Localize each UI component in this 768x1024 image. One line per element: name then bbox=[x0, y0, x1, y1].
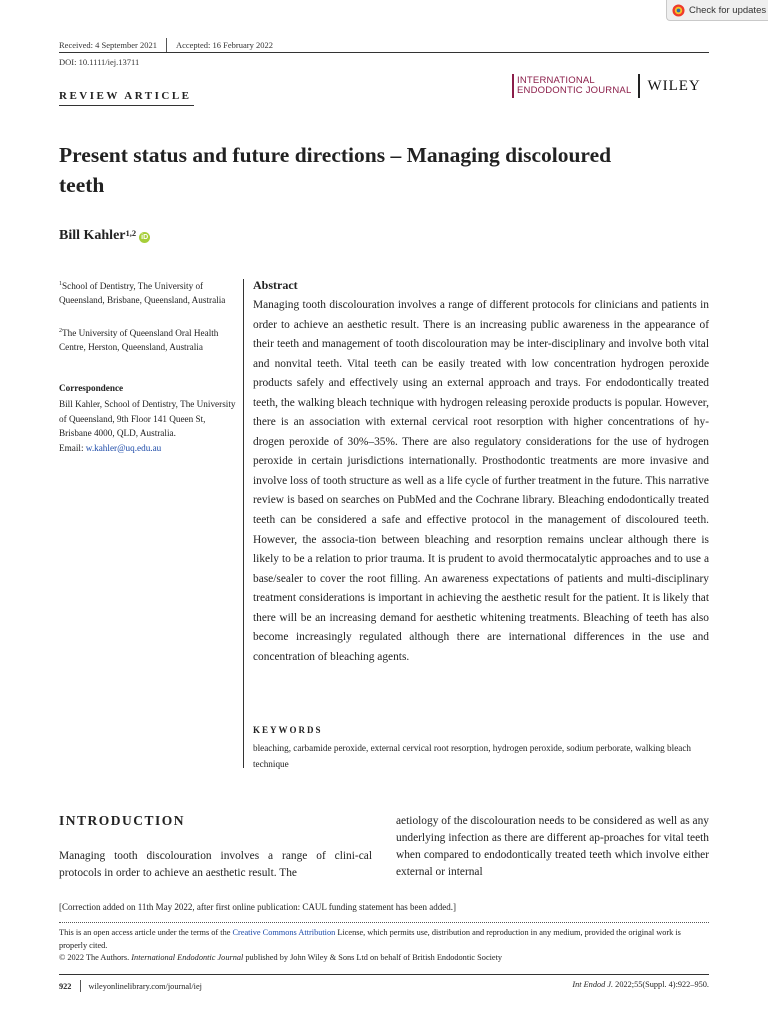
abstract-rule bbox=[243, 279, 244, 768]
received-date: Received: 4 September 2021 bbox=[59, 40, 157, 50]
doi[interactable]: DOI: 10.1111/iej.13711 bbox=[59, 57, 140, 67]
correction-note: [Correction added on 11th May 2022, after first online publication: CAUL funding statement has been added.] bbox=[59, 902, 456, 912]
copyright-journal: International Endodontic Journal bbox=[131, 953, 244, 962]
email-label: Email: bbox=[59, 442, 86, 453]
article-type: REVIEW ARTICLE bbox=[59, 90, 192, 102]
affiliation-number: 2 bbox=[59, 328, 62, 334]
journal-logo-bar bbox=[512, 74, 514, 98]
oa-prefix: This is an open access article under the terms of the bbox=[59, 928, 233, 937]
logo-divider bbox=[638, 74, 640, 98]
email-link[interactable]: w.kahler@uq.edu.au bbox=[85, 442, 162, 453]
abstract-text: Managing tooth discolouration involves a range of different protocols for clinicians and patients in order to achieve an aesthetic result. There is an increasing public awareness in the appearance of their teeth and management of tooth discolouration may be inter-disciplinary and involve both vital and nonvital teeth. Vital teeth can be easily treated with low concentration hydrogen peroxide products safely and effectively using an external approach and trays. For endodontically treated teeth, the walking bleach technique with hydrogen releasing peroxide products is popular. However, there is an association with external cervical root resorption with higher concentrations of hy-drogen peroxide of 30%–35%. There are also regulatory considerations for the use of hydrogen peroxide in certain jurisdictions internationally. Prosthodontic treatments are more invasive and involve loss of tooth structure as well as a life cycle of further treatment in the future. This narrative review is based on searches on PubMed and the Cochrane library. Bleaching endodontically treated teeth can be considered a safe and effective protocol in the management of discoloured teeth. However, the associa-tion between bleaching and resorption remains unclear although there is likely to be a relation to prior trauma. It is prudent to avoid thermocatalytic approaches and to use a base/sealer to cover the root filling. An awareness expectations of patients and multi-disciplinary treatment considerations is important in achieving the aesthetic result for the patient. It is likely that there will be an increasing demand for aesthetic whitening treatments. Bleaching of teeth has also become increasingly regulated although there are international differences in the use and concentration of bleaching agents. bbox=[253, 299, 709, 663]
journal-name bbox=[517, 76, 631, 97]
citation bbox=[572, 980, 709, 989]
orcid-icon[interactable]: iD bbox=[141, 233, 149, 241]
date-separator bbox=[166, 38, 167, 53]
journal-name-line1: INTERNATIONAL bbox=[517, 74, 595, 86]
introduction-column-2: aetiology of the discolouration needs to be considered as well as any underlying infection as there are different ap-proaches for vital teeth when compared to endodontically treated teeth which involve either external or internal bbox=[396, 815, 709, 878]
crossmark-icon bbox=[672, 4, 685, 17]
copyright-suffix: published by John Wiley & Sons Ltd on behalf of British Endodontic Society bbox=[243, 953, 503, 962]
copyright-note bbox=[59, 953, 709, 962]
keywords-text: bleaching, carbamide peroxide, external cervical root resorption, hydrogen peroxide, sodium perborate, walking bleach technique bbox=[253, 743, 692, 769]
header-rule bbox=[59, 52, 709, 53]
keywords-heading: KEYWORDS bbox=[253, 725, 323, 735]
article-type-underline bbox=[59, 105, 194, 106]
oa-suffix: License, which permits use, distribution and reproduction in any medium, provided the original work is properly cited. bbox=[59, 928, 681, 950]
affiliation-number: 1 bbox=[59, 281, 62, 287]
page-number: 922 bbox=[59, 981, 72, 991]
journal-logo[interactable] bbox=[512, 74, 701, 98]
publisher-logo: WILEY bbox=[647, 77, 701, 94]
introduction-heading: INTRODUCTION bbox=[59, 813, 186, 828]
affiliation-2 bbox=[59, 324, 234, 354]
check-for-updates-label: Check for updates bbox=[689, 4, 767, 16]
correspondence-address: Bill Kahler, School of Dentistry, The University of Queensland, 9th Floor 141 Queen St, Brisbane 4000, QLD, Australia. bbox=[59, 399, 236, 438]
copyright-prefix: © 2022 The Authors. bbox=[59, 953, 132, 962]
accepted-date: Accepted: 16 February 2022 bbox=[175, 40, 273, 50]
journal-website-link[interactable]: wileyonlinelibrary.com/journal/iej bbox=[88, 981, 202, 991]
affiliation-text: School of Dentistry, The University of Queensland, Brisbane, Queensland, Australia bbox=[59, 281, 226, 306]
introduction-column-1: Managing tooth discolouration involves a range of clini-cal protocols in order to achieve an aesthetic result. The bbox=[59, 850, 372, 879]
footer-left bbox=[59, 980, 202, 992]
journal-name-line2: ENDODONTIC JOURNAL bbox=[517, 85, 632, 96]
open-access-note bbox=[59, 927, 709, 952]
citation-details: 2022;55(Suppl. 4):922–950. bbox=[613, 980, 709, 989]
article-dates bbox=[59, 38, 709, 52]
footer-rule bbox=[59, 974, 709, 975]
author-affiliation-sup: 1,2 bbox=[125, 228, 137, 238]
affiliation-1 bbox=[59, 277, 234, 307]
footer-separator bbox=[80, 980, 81, 992]
article-title: Present status and future directions – Managing discoloured teeth bbox=[59, 143, 612, 197]
correspondence-body bbox=[59, 397, 239, 455]
correspondence-heading: Correspondence bbox=[59, 383, 124, 393]
author-name[interactable]: Bill Kahler bbox=[59, 228, 126, 243]
abstract-heading: Abstract bbox=[253, 278, 298, 292]
affiliation-text: The University of Queensland Oral Health Centre, Herston, Queensland, Australia bbox=[59, 328, 219, 353]
check-for-updates-button[interactable] bbox=[666, 0, 768, 21]
citation-journal: Int Endod J. bbox=[572, 980, 614, 989]
author bbox=[59, 228, 150, 244]
license-link[interactable]: Creative Commons Attribution bbox=[232, 928, 336, 937]
footnote-divider bbox=[59, 922, 709, 923]
